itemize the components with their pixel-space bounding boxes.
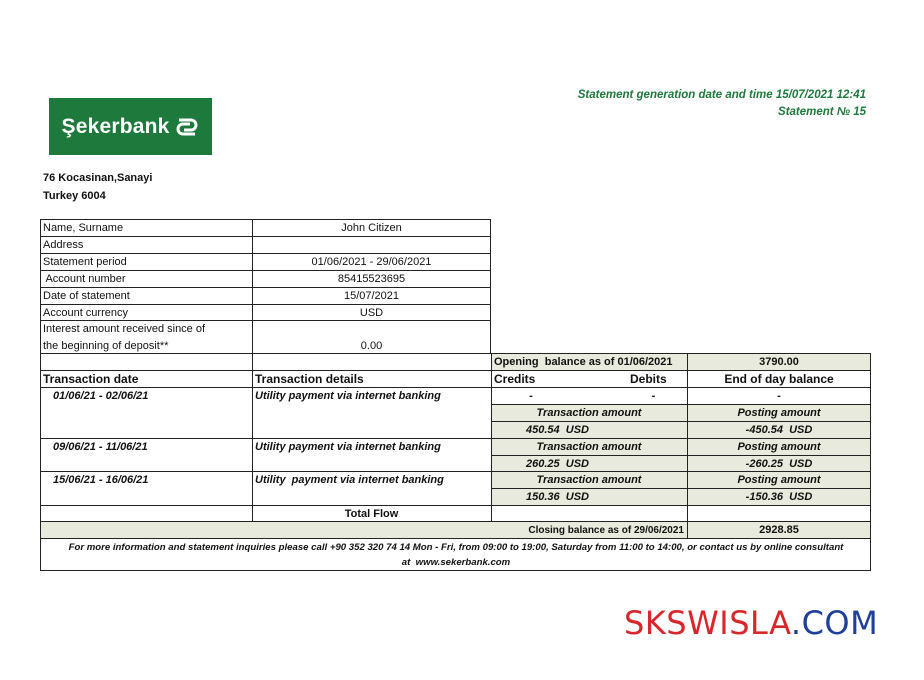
watermark-part-2: COM (801, 604, 879, 642)
watermark-dot: . (790, 604, 802, 642)
transaction-details: Utility payment via internet banking (255, 473, 444, 486)
transaction-amount-label: Transaction amount (536, 440, 642, 453)
transaction-amount-label: Transaction amount (536, 473, 642, 486)
transaction-date: 01/06/21 - 02/06/21 (53, 389, 149, 402)
watermark-part-1: SKSWISLA (624, 604, 791, 642)
info-value: 01/06/2021 - 29/06/2021 (311, 256, 432, 268)
watermark (624, 604, 878, 642)
transaction-date: 09/06/21 - 11/06/21 (53, 440, 148, 453)
transaction-details: Utility payment via internet banking (255, 440, 441, 453)
transaction-date: 15/06/21 - 16/06/21 (53, 473, 149, 486)
col-end-of-day-balance: End of day balance (724, 372, 834, 386)
total-flow-label: Total Flow (344, 507, 399, 520)
address-line-2: Turkey 6004 (43, 189, 106, 202)
credits-dash: - (529, 389, 533, 402)
col-transaction-date: Transaction date (43, 372, 139, 386)
transaction-amount: 150.36 USD (526, 490, 589, 503)
posting-amount-label: Posting amount (737, 406, 821, 419)
opening-balance-value: 3790.00 (759, 356, 799, 368)
info-value: 15/07/2021 (343, 290, 400, 302)
info-label: Address (43, 239, 84, 251)
posting-amount-label: Posting amount (737, 440, 821, 453)
posting-amount-label: Posting amount (737, 473, 821, 486)
info-label: Account currency (43, 306, 128, 319)
posting-amount: -150.36 USD (745, 490, 813, 503)
statement-number: Statement № 15 (778, 106, 866, 118)
footer-line-1: For more information and statement inquiries please call +90 352 320 74 14 Mon - Fri, from 09:00 to 19:00, Saturday from 11:00 to 14:00, or contact us by online consultant (68, 542, 844, 553)
eod-dash: - (777, 389, 781, 402)
transaction-amount: 260.25 USD (526, 457, 589, 470)
transaction-details: Utility payment via internet banking (255, 389, 441, 402)
closing-balance-value: 2928.85 (759, 524, 799, 536)
info-value: John Citizen (341, 222, 402, 234)
closing-balance-label: Closing balance as of 29/06/2021 (528, 524, 684, 536)
info-label: Statement period (43, 256, 127, 268)
transaction-amount-label: Transaction amount (536, 406, 642, 419)
info-value (252, 236, 491, 254)
debits-dash: - (651, 389, 656, 402)
col-transaction-details: Transaction details (255, 372, 364, 386)
opening-balance-label: Opening balance as of 01/06/2021 (494, 356, 673, 368)
info-label: Account number (43, 273, 126, 285)
posting-amount: -260.25 USD (745, 457, 813, 470)
info-value: USD (359, 306, 384, 319)
statement-generation-info (578, 87, 866, 121)
col-debits: Debits (630, 372, 667, 386)
footer-line-2: at www.sekerbank.com (401, 557, 511, 568)
footer-contact-info (41, 540, 871, 571)
bank-address (43, 170, 152, 205)
generation-datetime: Statement generation date and time 15/07/2021 12:41 (577, 89, 866, 101)
info-label: Name, Surname (43, 222, 124, 234)
sekerbank-logo-icon (174, 116, 200, 138)
transaction-amount: 450.54 USD (526, 423, 589, 436)
info-value: 0.00 (360, 339, 383, 352)
info-label-line-1: Interest amount received since of (43, 322, 206, 335)
bank-logo (49, 98, 212, 155)
info-value: 85415523695 (337, 273, 406, 285)
address-line-1: 76 Kocasinan,Sanayi (43, 172, 153, 184)
bank-name: Şekerbank (61, 114, 170, 138)
info-label: Date of statement (43, 290, 130, 302)
posting-amount: -450.54 USD (745, 423, 813, 436)
col-credits: Credits (494, 372, 536, 386)
info-label-line-2: the beginning of deposit** (43, 339, 169, 352)
